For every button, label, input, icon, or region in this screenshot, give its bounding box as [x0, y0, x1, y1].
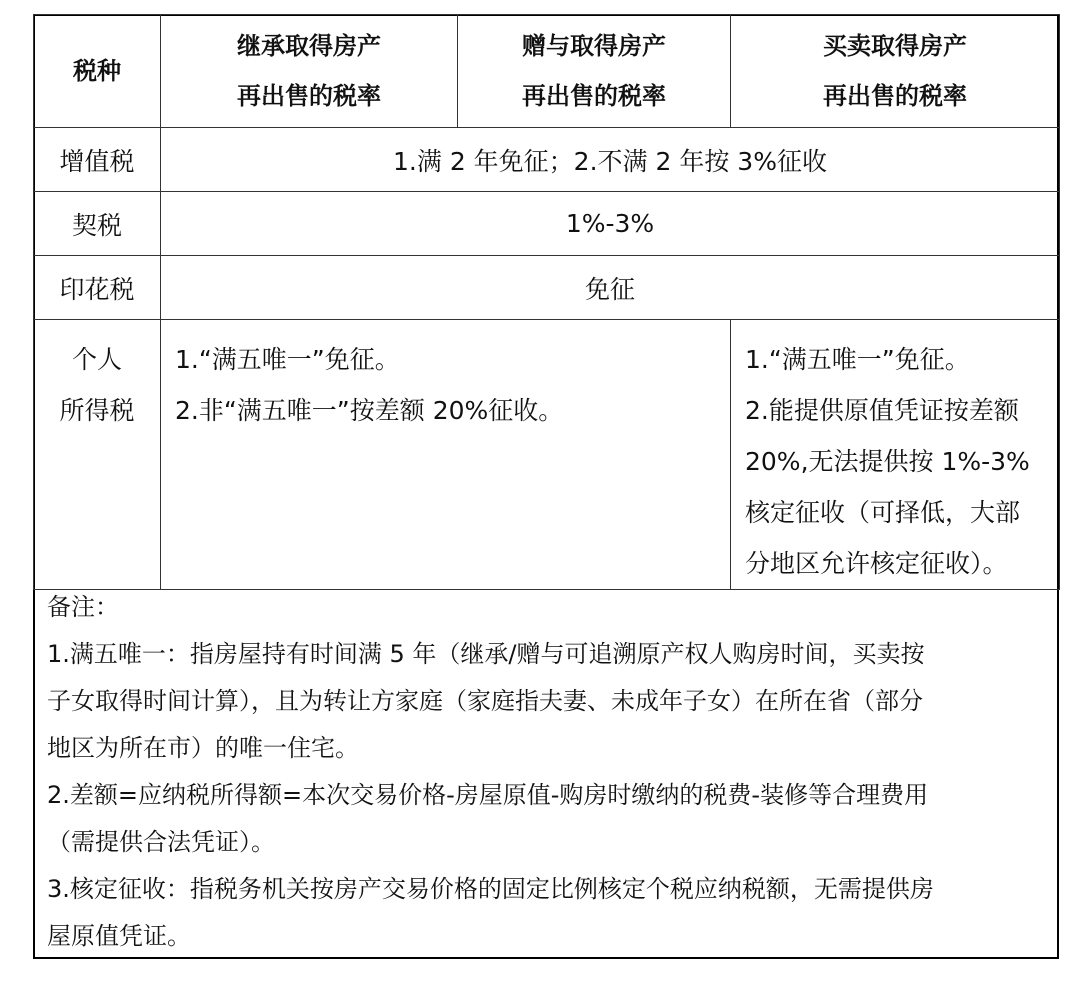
income-tax-purchase-line-5: 分地区允许核定征收）。 [745, 549, 1008, 578]
notes-line-4: 2.差额=应纳税所得额=本次交易价格-房屋原值-购房时缴纳的税费-装修等合理费用 [47, 781, 929, 809]
row-value-deed-tax: 1%-3% [161, 192, 1060, 256]
table-row-stamp-tax [34, 256, 1060, 320]
income-tax-purchase [731, 320, 1060, 590]
income-tax-inherit-gift [161, 320, 731, 590]
row-name-vat: 增值税 [34, 128, 161, 192]
header-inherit-line-1: 继承取得房产 [237, 32, 381, 60]
tax-table [33, 14, 1060, 590]
header-inherit [161, 15, 458, 128]
notes-line-2: 子女取得时间计算），且为转让方家庭（家庭指夫妻、未成年子女）在所在省（部分 [47, 687, 923, 715]
income-tax-name-line-1: 个人 [71, 345, 122, 374]
income-tax-inherit-gift-line-1: 1.“满五唯一”免征。 [175, 345, 400, 374]
header-tax-type: 税种 [34, 15, 161, 128]
header-inherit-line-2: 再出售的税率 [237, 82, 381, 110]
notes-line-6: 3.核定征收：指税务机关按房产交易价格的固定比例核定个税应纳税额，无需提供房 [47, 875, 934, 903]
table-row-deed-tax [34, 192, 1060, 256]
income-tax-purchase-line-2: 2.能提供原值凭证按差额 [745, 396, 1019, 425]
notes-line-1: 1.满五唯一：指房屋持有时间满 5 年（继承/赠与可追溯原产权人购房时间，买卖按 [47, 640, 925, 668]
income-tax-purchase-line-3: 20%,无法提供按 1%-3% [745, 447, 1030, 476]
income-tax-purchase-line-4: 核定征收（可择低，大部 [745, 498, 1021, 527]
table-row-income-tax [34, 320, 1060, 590]
header-gift-line-2: 再出售的税率 [522, 82, 666, 110]
row-name-deed-tax: 契税 [34, 192, 161, 256]
header-purchase-line-1: 买卖取得房产 [823, 32, 967, 60]
header-purchase-line-2: 再出售的税率 [823, 82, 967, 110]
notes-line-3: 地区为所在市）的唯一住宅。 [47, 734, 359, 762]
notes-section [33, 570, 1059, 960]
row-name-stamp-tax: 印花税 [34, 256, 161, 320]
notes-line-7: 屋原值凭证。 [47, 922, 191, 950]
notes-title: 备注： [47, 593, 119, 621]
notes-line-5: （需提供合法凭证）。 [47, 828, 275, 856]
income-tax-name-line-2: 所得税 [59, 396, 135, 425]
table-row-vat [34, 128, 1060, 192]
income-tax-purchase-line-1: 1.“满五唯一”免征。 [745, 345, 970, 374]
header-gift-line-1: 赠与取得房产 [522, 32, 666, 60]
header-gift [458, 15, 731, 128]
table-header-row [34, 15, 1060, 128]
header-purchase [731, 15, 1060, 128]
income-tax-inherit-gift-line-2: 2.非“满五唯一”按差额 20%征收。 [175, 396, 564, 425]
row-value-vat: 1.满 2 年免征；2.不满 2 年按 3%征收 [161, 128, 1060, 192]
row-name-income-tax [34, 320, 161, 590]
row-value-stamp-tax: 免征 [161, 256, 1060, 320]
